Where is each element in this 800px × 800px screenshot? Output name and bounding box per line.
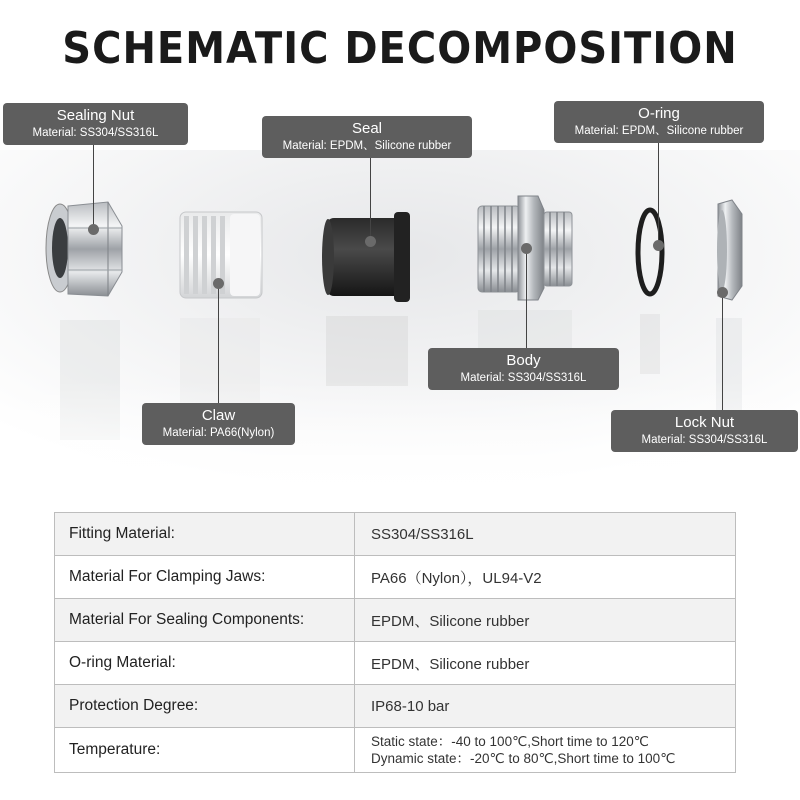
- spec-value-protection-degree: IP68-10 bar: [355, 685, 736, 728]
- lock-nut-dot: [717, 287, 728, 298]
- o-ring-dot: [653, 240, 664, 251]
- lock-nut-label: [611, 410, 798, 452]
- sealing-nut-leader: [93, 145, 94, 230]
- spec-value-sealing-components: EPDM、Silicone rubber: [355, 599, 736, 642]
- sealing-nut-label: [3, 103, 188, 145]
- seal-material: Material: EPDM、Silicone rubber: [282, 140, 452, 152]
- body-material: Material: SS304/SS316L: [460, 372, 587, 384]
- spec-value-clamping-jaws: PA66（Nylon），UL94-V2: [355, 556, 736, 599]
- body-dot: [521, 243, 532, 254]
- body-label: [428, 348, 619, 390]
- sealing-nut-name: Sealing Nut: [56, 107, 135, 124]
- spec-label-protection-degree: Protection Degree:: [55, 685, 355, 728]
- spec-value-temperature: [355, 728, 736, 773]
- o-ring-leader: [658, 143, 659, 243]
- spec-value-fitting-material: SS304/SS316L: [355, 513, 736, 556]
- table-row: [55, 685, 736, 728]
- claw-label: [142, 403, 295, 445]
- lock-nut-material: Material: SS304/SS316L: [641, 434, 768, 446]
- spec-label-clamping-jaws: Material For Clamping Jaws:: [55, 556, 355, 599]
- temperature-static: Static state：-40 to 100℃,Short time to 120℃: [371, 734, 649, 749]
- lock-nut-leader: [722, 294, 723, 410]
- claw-name: Claw: [201, 407, 236, 424]
- claw-dot: [213, 278, 224, 289]
- sealing-nut-material: Material: SS304/SS316L: [32, 127, 159, 139]
- table-row: [55, 513, 736, 556]
- table-row: [55, 728, 736, 773]
- spec-label-sealing-components: Material For Sealing Components:: [55, 599, 355, 642]
- table-row: [55, 556, 736, 599]
- spec-value-o-ring-material: EPDM、Silicone rubber: [355, 642, 736, 685]
- body-leader: [526, 252, 527, 348]
- o-ring-name: O-ring: [638, 105, 680, 122]
- specification-table: [54, 512, 736, 773]
- body-name: Body: [506, 352, 541, 369]
- spec-label-fitting-material: Fitting Material:: [55, 513, 355, 556]
- lock-nut-name: Lock Nut: [674, 414, 735, 431]
- seal-label: [262, 116, 472, 158]
- table-row: [55, 642, 736, 685]
- seal-leader: [370, 156, 371, 240]
- seal-name: Seal: [351, 120, 383, 137]
- o-ring-material: Material: EPDM、Silicone rubber: [574, 125, 744, 137]
- page-title: SCHEMATIC DECOMPOSITION: [62, 24, 738, 74]
- o-ring-label: [554, 101, 764, 143]
- spec-label-o-ring-material: O-ring Material:: [55, 642, 355, 685]
- claw-material: Material: PA66(Nylon): [162, 427, 275, 439]
- sealing-nut-dot: [88, 224, 99, 235]
- seal-dot: [365, 236, 376, 247]
- spec-label-temperature: Temperature:: [55, 728, 355, 773]
- temperature-dynamic: Dynamic state：-20℃ to 80℃,Short time to 100℃: [371, 751, 676, 766]
- table-row: [55, 599, 736, 642]
- claw-leader: [218, 285, 219, 403]
